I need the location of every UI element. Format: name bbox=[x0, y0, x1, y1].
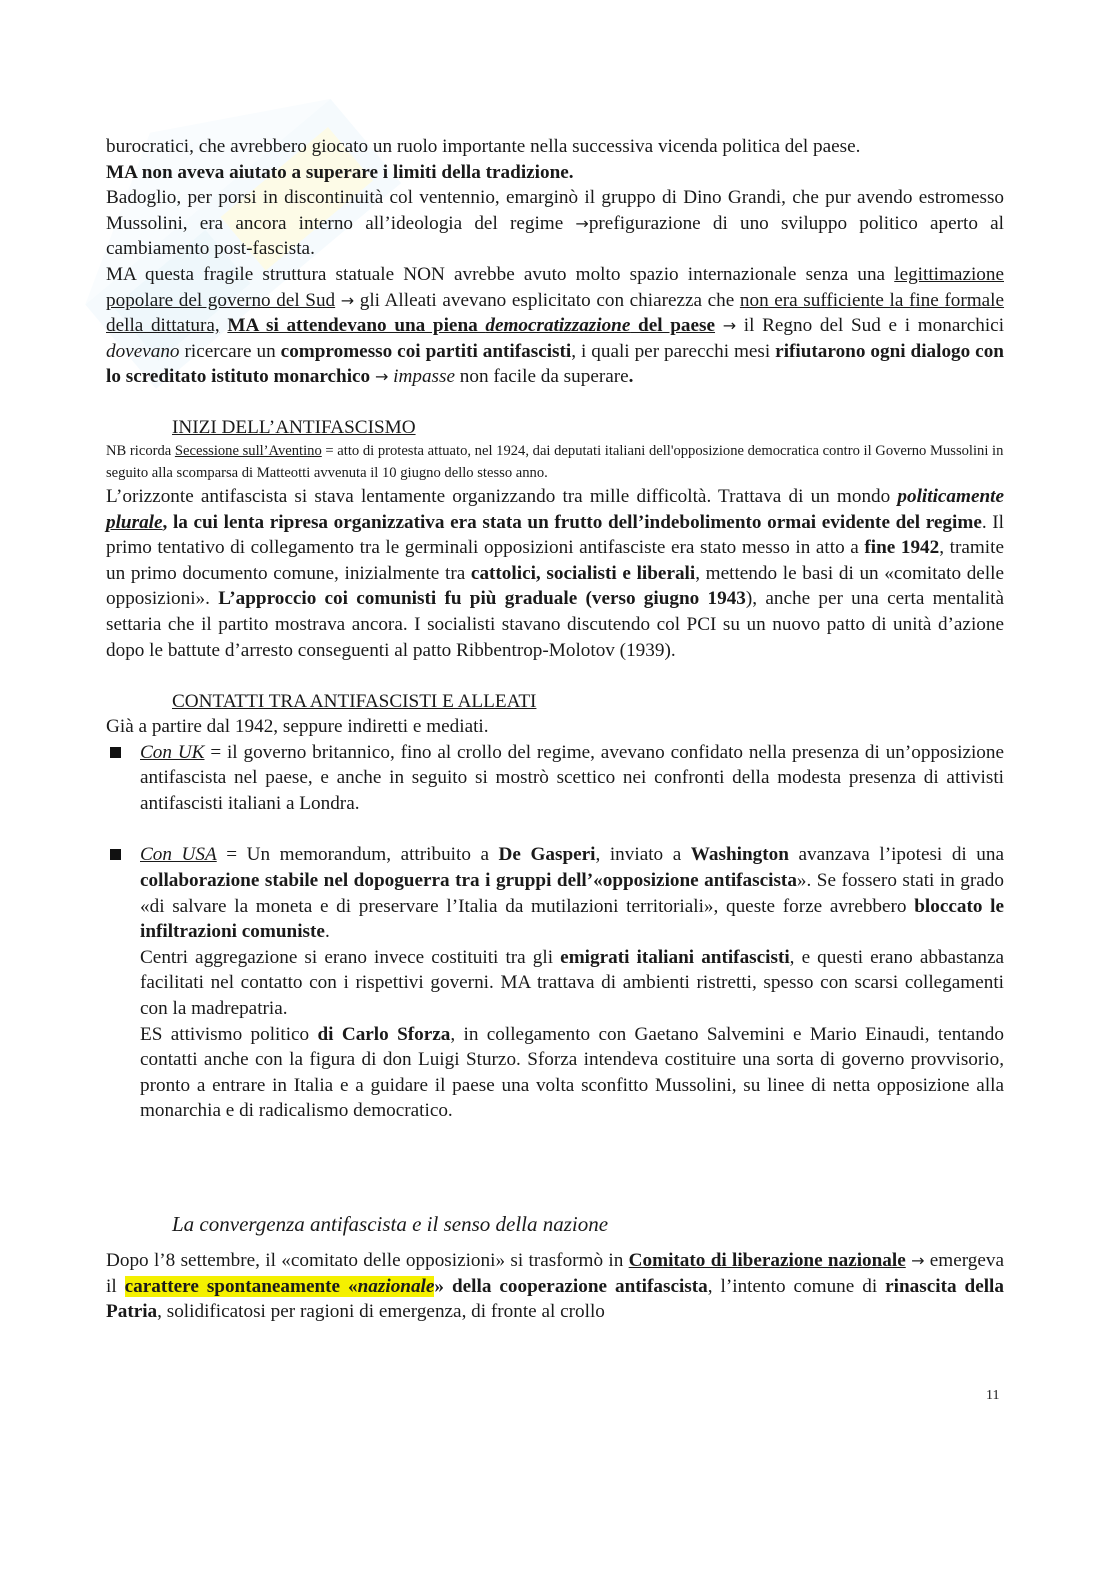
bold-text: rifiutarono ogni dialogo con lo screditato istituto monarchico bbox=[106, 340, 1004, 388]
bullet-uk bbox=[106, 740, 1004, 817]
highlighted-text bbox=[125, 1276, 435, 1297]
spacer bbox=[106, 816, 1004, 842]
bullet-usa bbox=[106, 842, 1004, 944]
bold-italic-text: politicamente bbox=[897, 485, 1004, 507]
text-span: Dopo l’8 settembre, il «comitato delle opposizioni» si trasformò in bbox=[106, 1250, 629, 1271]
text-span: Badoglio, per porsi in discontinuità col ventennio, emarginò il gruppo di Dino Grandi, che pur avendo estromesso Mussolini, era ancora interno all’ideologia del regime bbox=[106, 187, 1004, 234]
text-span: ». Se fossero stati in grado «di salvare la moneta e di preservare l’Italia da mutilazioni territoriali», queste forze avrebbero bbox=[140, 870, 1004, 917]
heading-text: INIZI DELL’ANTIFASCISMO bbox=[172, 416, 416, 438]
bold-text: collaborazione stabile nel dopoguerra tra i gruppi dell’«opposizione antifascista bbox=[140, 870, 797, 892]
paragraph-3 bbox=[106, 262, 1004, 390]
spacer bbox=[106, 1124, 1004, 1210]
bold-text: cattolici, socialisti e liberali bbox=[470, 562, 696, 584]
bold-text: » della cooperazione antifascista bbox=[434, 1275, 708, 1297]
bold-text: bloccato le infiltrazioni comuniste bbox=[140, 895, 1004, 943]
bold-text: MA non aveva aiutato a superare i limiti della tradizione. bbox=[106, 161, 574, 183]
bold-text: di Carlo Sforza bbox=[317, 1023, 451, 1045]
arrow-right-icon: → bbox=[911, 1251, 925, 1270]
text-span: , tramite un primo documento comune, inizialmente tra bbox=[106, 537, 1004, 584]
text-span: NB ricorda bbox=[106, 442, 175, 459]
text-span: Centri aggregazione si erano invece costituiti tra gli bbox=[140, 946, 561, 968]
text-span: gli Alleati avevano esplicitato con chiarezza che bbox=[354, 289, 740, 311]
text-span: prefigurazione di uno sviluppo politico aperto al cambiamento post-fascista. bbox=[106, 212, 1004, 260]
text-span: del paese bbox=[630, 315, 716, 337]
text-span: ES attivismo politico bbox=[140, 1023, 318, 1045]
bold-italic-text: plurale bbox=[106, 511, 163, 533]
text-span: emergeva il bbox=[106, 1250, 1005, 1297]
section-heading-1 bbox=[106, 415, 1004, 440]
bold-text: rinascita della Patria bbox=[106, 1275, 1004, 1323]
text-span: il Regno del Sud e i monarchici bbox=[736, 315, 1005, 337]
bold-text: De Gasperi bbox=[498, 844, 596, 866]
paragraph-6 bbox=[106, 1248, 1004, 1325]
italic-text: democratizzazione bbox=[485, 315, 631, 337]
italic-text: nazionale bbox=[357, 1275, 435, 1297]
text-span: = atto di protesta attuato, nel 1924, dai deputati italiani dell'opposizione democratica contro il Governo Mussolini in seguito alla scomparsa di Matteotti avvenuta il 10 giugno dello stesso anno. bbox=[106, 442, 1004, 481]
paragraph-4 bbox=[106, 484, 1004, 663]
arrow-right-icon: → bbox=[722, 316, 737, 336]
bold-text: fine 1942 bbox=[864, 537, 940, 559]
underlined-text: legittimazione popolare del governo del Sud bbox=[106, 263, 1004, 311]
bullet-square-icon bbox=[110, 849, 121, 860]
text-span: , in collegamento con Gaetano Salvemini e Mario Einaudi, tentando contatti anche con la figura di don Luigi Sturzo. Sforza intendeva costituire una sorta di governo provvisorio, pronto a entrare in Italia e a guidare il paese una volta sconfitto Mussolini, su linee di netta opposizione alla monarchia e di radicalismo democratico. bbox=[140, 1023, 1004, 1122]
text-span: , solidificatosi per ragioni di emergenza, di fronte al crollo bbox=[157, 1301, 605, 1323]
bold-text: emigrati italiani antifascisti bbox=[560, 946, 790, 968]
spacer bbox=[106, 663, 1004, 689]
text-span: MA si attendevano una piena bbox=[227, 315, 486, 337]
text-span: , e questi erano abbastanza facilitati nel contatto con i rispettivi governi. MA trattava di ambienti ristretti, spesso con scarsi collegamenti con la madrepatria. bbox=[140, 946, 1004, 1020]
text-span: , inviato a bbox=[595, 844, 691, 866]
underlined-text: non era sufficiente la fine formale della dittatura, bbox=[106, 289, 1005, 337]
bold-text: Washington bbox=[690, 844, 789, 866]
text-span: avanzava l’ipotesi di una bbox=[788, 844, 1004, 866]
nb-note bbox=[106, 440, 1004, 484]
text-span: MA questa fragile struttura statuale NON avrebbe avuto molto spazio internazionale senza una bbox=[106, 263, 895, 285]
text-span: ricercare un bbox=[179, 340, 281, 362]
bullet-label: Con USA bbox=[140, 844, 217, 866]
bold-text: . bbox=[628, 366, 634, 388]
arrow-right-icon: → bbox=[374, 367, 389, 387]
arrow-right-icon: → bbox=[340, 290, 355, 310]
heading-text: CONTATTI TRA ANTIFASCISTI E ALLEATI bbox=[172, 691, 537, 713]
bold-underlined-text bbox=[227, 315, 715, 336]
text-span: = il governo britannico, fino al crollo del regime, avevano confidato nella presenza di un’opposizione antifascista nel paese, e anche in seguito si mostrò scettico nei confronti della modesta presenza di attivisti antifascisti italiani a Londra. bbox=[140, 741, 1004, 814]
underlined-text: Secessione sull’Aventino bbox=[174, 442, 322, 459]
text-span: L’orizzonte antifascista si stava lentamente organizzando tra mille difficoltà. Trattava di un mondo bbox=[106, 485, 898, 507]
spacer bbox=[106, 390, 1004, 415]
bullet-label: Con UK bbox=[140, 741, 205, 763]
text-span: , i quali per parecchi mesi bbox=[571, 340, 776, 362]
page-number: 11 bbox=[986, 1388, 1000, 1403]
paragraph-2 bbox=[106, 185, 1004, 262]
section-heading-2 bbox=[106, 689, 1004, 714]
bold-text: , la cui lenta ripresa organizzativa era stata un frutto dell’indebolimento ormai evidente del regime bbox=[162, 511, 982, 533]
bullet-usa-continued-2 bbox=[106, 1022, 1004, 1124]
paragraph-1 bbox=[106, 134, 1004, 185]
bold-underlined-text: Comitato di liberazione nazionale bbox=[628, 1250, 906, 1271]
italic-text: dovevano bbox=[106, 340, 180, 362]
text-span: , mettendo le basi di un «comitato delle opposizioni». bbox=[106, 562, 1004, 610]
text-span: = Un memorandum, attribuito a bbox=[216, 844, 499, 866]
text-span: . Il primo tentativo di collegamento tra le germinali opposizioni antifasciste era stato messo in atto a bbox=[106, 511, 1004, 559]
text-span: ), anche per una certa mentalità settaria che il partito mostrava ancora. I socialisti stavano discutendo col PCI su un nuovo patto di unità d’azione dopo le battute d’arresto conseguenti al patto Ribbentrop-Molotov (1939). bbox=[106, 588, 1004, 661]
arrow-right-icon: → bbox=[575, 213, 589, 233]
bold-text: compromesso coi partiti antifascisti bbox=[280, 340, 572, 362]
text-span: . bbox=[324, 921, 330, 943]
bold-text: L’approccio coi comunisti fu più graduale (verso giugno 1943 bbox=[218, 588, 746, 610]
bullet-usa-continued-1 bbox=[106, 945, 1004, 1022]
italic-text: impasse bbox=[393, 366, 455, 388]
bullet-square-icon bbox=[110, 747, 121, 758]
text-span: carattere spontaneamente « bbox=[124, 1275, 358, 1297]
text-span: burocratici, che avrebbero giocato un ruolo importante nella successiva vicenda politica del paese. bbox=[106, 136, 861, 157]
text-span: , l’intento comune di bbox=[707, 1275, 886, 1297]
body-text bbox=[106, 134, 1004, 1325]
spacer bbox=[106, 1238, 1004, 1248]
section-heading-3: La convergenza antifascista e il senso della nazione bbox=[172, 1212, 609, 1236]
paragraph-5: Già a partire dal 1942, seppure indiretti e mediati. bbox=[106, 716, 489, 738]
text-span: non facile da superare bbox=[454, 366, 629, 388]
